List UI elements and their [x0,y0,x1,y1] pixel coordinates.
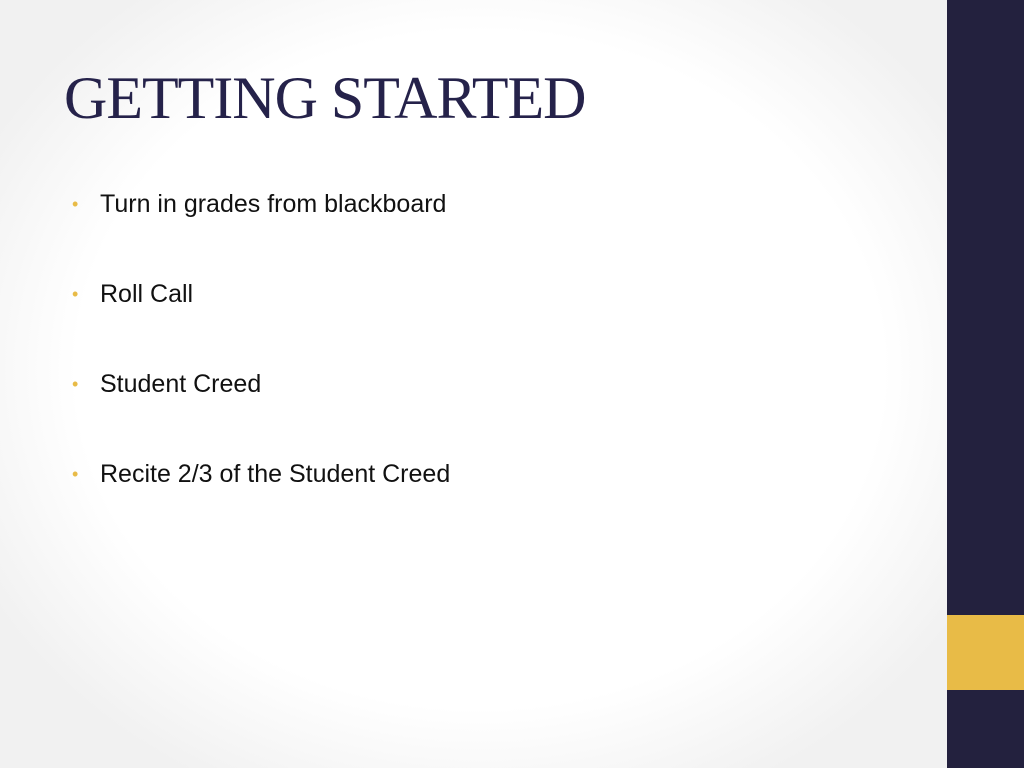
bullet-text: Recite 2/3 of the Student Creed [100,460,451,488]
bullet-text: Roll Call [100,280,194,308]
bullet-icon: • [72,374,79,394]
bullet-text: Student Creed [100,370,262,398]
bullet-icon: • [72,284,79,304]
bullet-icon: • [72,464,79,484]
bullet-item [72,276,450,366]
bullet-item [72,186,450,276]
bullet-icon: • [72,194,79,214]
bullet-item [72,366,450,456]
side-accent-block [947,615,1024,690]
bullet-list [72,186,450,546]
slide-title: GETTING STARTED [64,65,586,131]
bullet-text: Turn in grades from blackboard [100,190,447,218]
bullet-item [72,456,450,546]
